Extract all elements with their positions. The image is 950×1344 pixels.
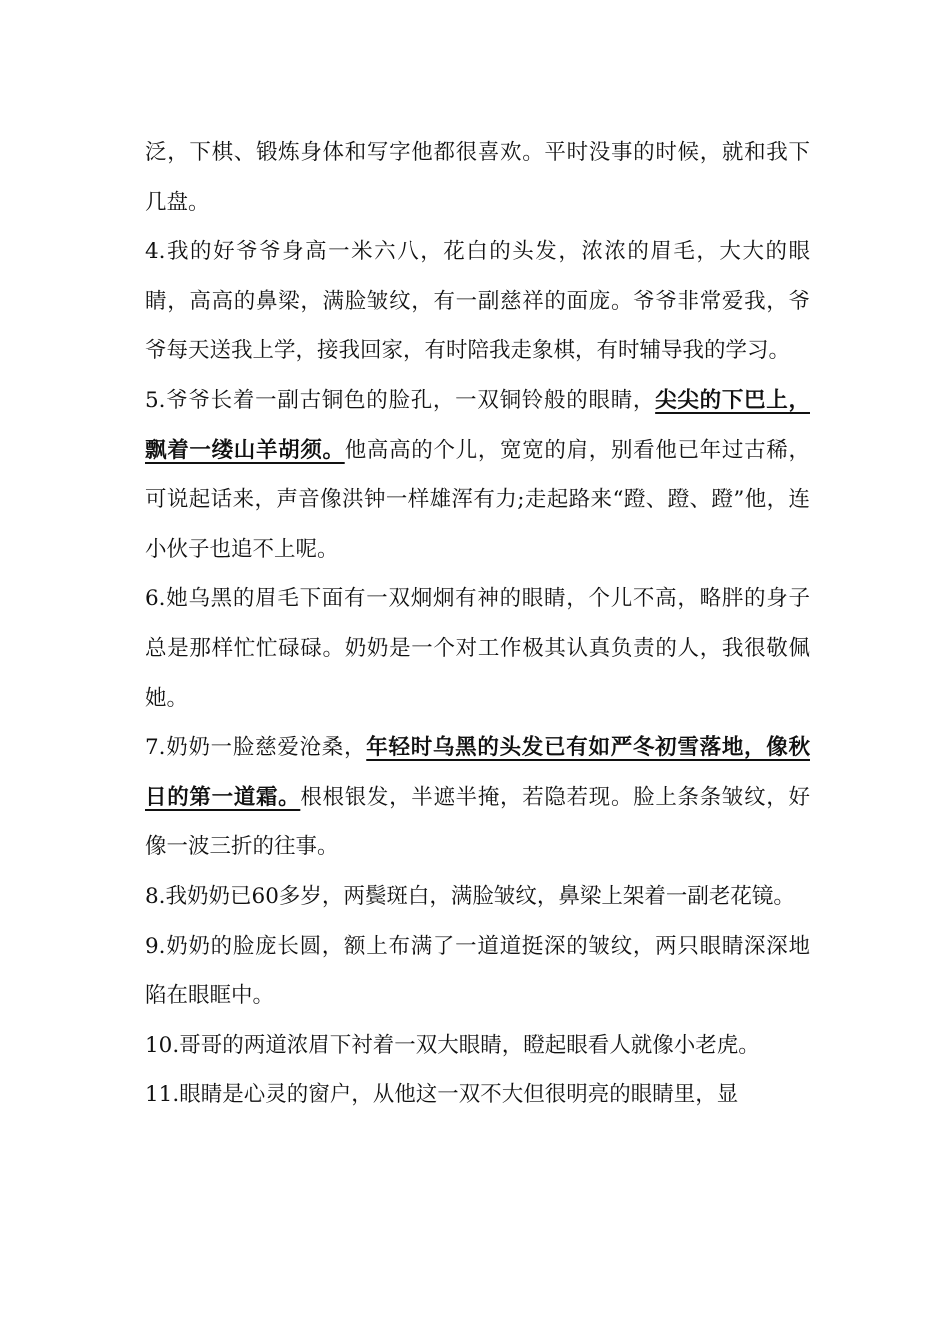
paragraph-text: 6.她乌黑的眉毛下面有一双炯炯有神的眼睛，个儿不高，略胖的身子总是那样忙忙碌碌。奶奶是一个对工作极其认真负责的人，我很敬佩她。 xyxy=(145,586,810,711)
paragraph-text: 根根银发，半遮半掩，若隐若现。脸上条条皱纹，好像一波三折的往事。 xyxy=(145,784,810,860)
highlighted-phrase: 尖尖的下巴上，飘着一缕山羊胡须。 xyxy=(145,387,810,463)
paragraph-text: 他高高的个儿，宽宽的肩，别看他已年过古稀，可说起话来，声音像洪钟一样雄浑有力;走起路来“蹬、蹬、蹬”他，连小伙子也追不上呢。 xyxy=(145,437,810,562)
paragraph-4 xyxy=(145,227,810,376)
paragraph-8 xyxy=(145,872,810,922)
paragraph-5 xyxy=(145,376,810,574)
paragraph-text: 5.爷爷长着一副古铜色的脸孔，一双铜铃般的眼睛， xyxy=(145,387,656,413)
paragraph-text: 8.我奶奶已60多岁，两鬓斑白，满脸皱纹，鼻梁上架着一副老花镜。 xyxy=(145,883,795,909)
paragraph-text: 11.眼睛是心灵的窗户，从他这一双不大但很明亮的眼睛里，显 xyxy=(145,1082,739,1108)
paragraph-text: 泛，下棋、锻炼身体和写字他都很喜欢。平时没事的时候，就和我下几盘。 xyxy=(145,140,810,215)
paragraph-10 xyxy=(145,1021,810,1071)
paragraph-text: 10.哥哥的两道浓眉下衬着一双大眼睛，瞪起眼看人就像小老虎。 xyxy=(145,1032,760,1058)
paragraph-continued xyxy=(145,128,810,227)
text-body xyxy=(145,128,810,1120)
paragraph-9 xyxy=(145,922,810,1021)
paragraph-text: 9.奶奶的脸庞长圆，额上布满了一道道挺深的皱纹，两只眼睛深深地陷在眼眶中。 xyxy=(145,933,810,1009)
paragraph-6 xyxy=(145,574,810,723)
paragraph-11 xyxy=(145,1070,810,1120)
highlighted-phrase: 年轻时乌黑的头发已有如严冬初雪落地，像秋日的第一道霜。 xyxy=(145,735,810,810)
paragraph-7 xyxy=(145,723,810,872)
paragraph-text: 7.奶奶一脸慈爱沧桑， xyxy=(145,735,367,761)
paragraph-text: 4.我的好爷爷身高一米六八，花白的头发，浓浓的眉毛，大大的眼睛，高高的鼻梁，满脸皱纹，有一副慈祥的面庞。爷爷非常爱我，爷爷每天送我上学，接我回家，有时陪我走象棋，有时辅导我的学习。 xyxy=(145,239,810,364)
